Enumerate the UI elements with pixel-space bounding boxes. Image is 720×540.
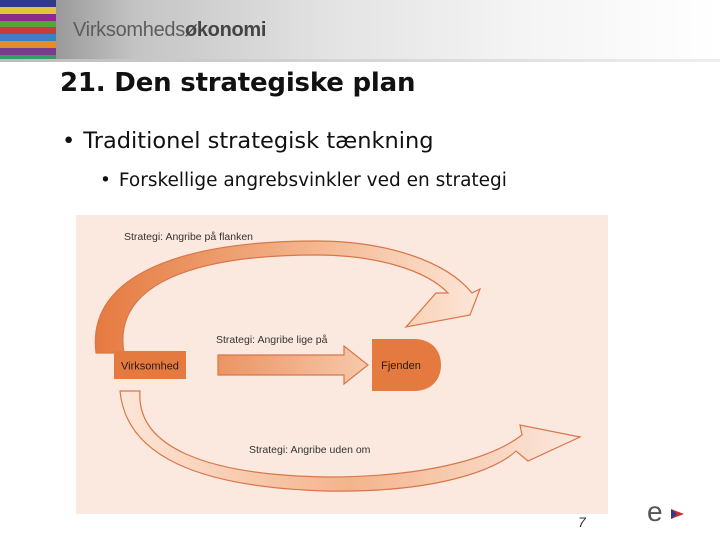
bullet-1-text: Traditionel strategisk tænkning [83,128,434,154]
direct-label: Strategi: Angribe lige på [216,334,328,346]
slide-title: 21. Den strategiske plan [60,68,416,98]
brand-prefix: Virksomheds [73,19,185,41]
flank-label: Strategi: Angribe på flanken [124,231,254,243]
e-logo-icon [647,496,687,526]
bullet-dot: • [62,128,76,154]
brand-name [73,19,266,42]
logo-letter: e [647,496,663,526]
company-label: Virksomhed [121,360,179,373]
brand-suffix: økonomi [184,19,267,41]
bullet-level-2 [100,170,507,191]
banner-divider [0,59,720,62]
enemy-label: Fjenden [381,360,421,372]
around-label: Strategi: Angribe uden om [249,444,371,456]
bullet-level-1 [62,128,434,154]
bullet-2-text: Forskellige angrebsvinkler ved en strategi [118,170,507,191]
color-stripes-logo [0,0,56,62]
bullet-dot: • [100,170,111,191]
strategy-diagram [76,215,608,514]
page-number: 7 [578,514,586,530]
header-banner [0,0,720,62]
